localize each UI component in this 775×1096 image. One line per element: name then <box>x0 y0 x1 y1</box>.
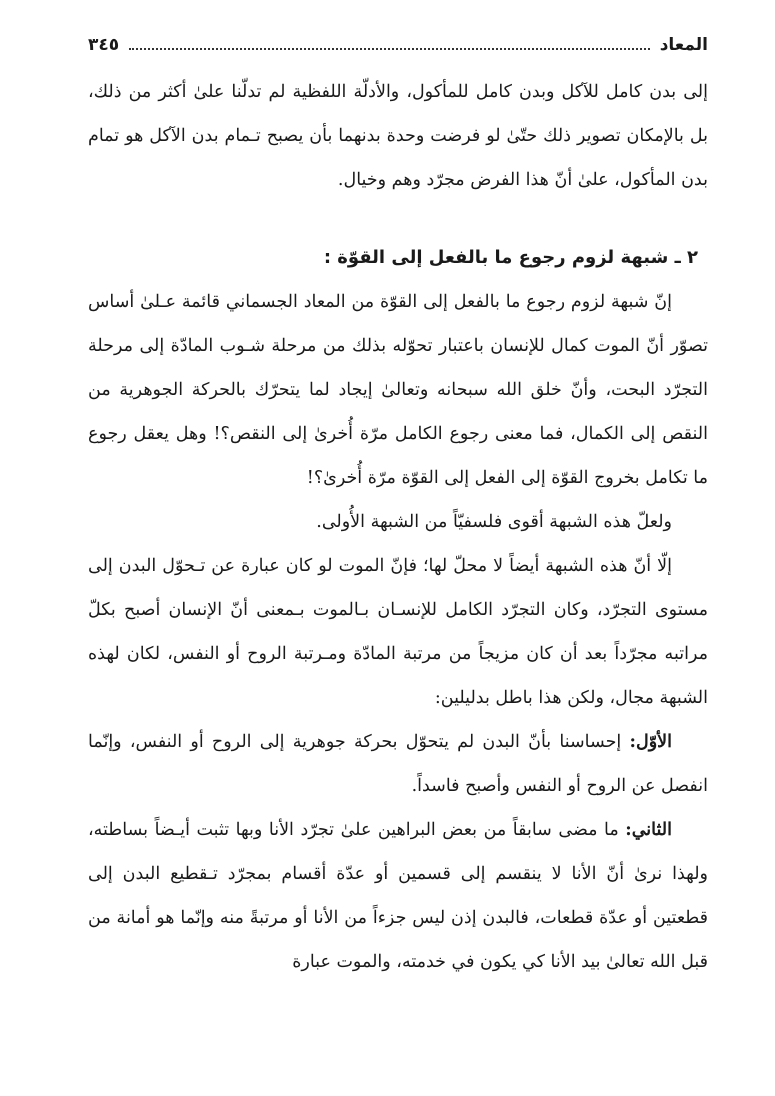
book-page <box>88 28 708 984</box>
paragraph-1: إنّ شبهة لزوم رجوع ما بالفعل إلى القوّة من المعاد الجسماني قائمة عـلىٰ أساس تصوّر أنّ الموت كمال للإنسان باعتبار تحوّله بذلك من مرحلة شـوب المادّة إلى مرحلة التجرّد البحت، وأنّ خلق الله سبحانه وتعالىٰ إيجاد لما يتحرّك بالحركة الجوهرية من النقص إلى الكمال، فما معنى رجوع الكامل مرّة أُخرىٰ إلى النقص؟! وهل يعقل رجوع ما تكامل بخروج القوّة إلى الفعل إلى القوّة مرّة أُخرىٰ؟! <box>88 292 708 488</box>
first-reason-label: الأوّل: <box>629 732 672 752</box>
paragraph-2: ولعلّ هذه الشبهة أقوى فلسفيّاً من الشبهة الأُولى. <box>316 512 672 532</box>
paragraph-3: إلّا أنّ هذه الشبهة أيضاً لا محلّ لها؛ فإنّ الموت لو كان عبارة عن تـحوّل البدن إلى مستوى التجرّد، وكان التجرّد الكامل للإنسـان بـالموت بـمعنى أنّ الإنسان أصبح بكلّ مراتبه مجرّداً بعد أن كان مزيجاً من مرتبة المادّة ومـرتبة الروح أو النفس، لكان لهذه الشبهة مجال، ولكن هذا باطل بدليلين: <box>88 556 708 708</box>
running-header <box>88 28 708 62</box>
intro-paragraph: إلى بدن كامل للآكل وبدن كامل للمأكول، والأدلّة اللفظية لم تدلّنا علىٰ أكثر من ذلك، بل بالإمكان تصوير ذلك حتّىٰ لو فرضت وحدة بدنهما بأن يصبح تـمام بدن الآكل هو تمام بدن المأكول، علىٰ أنّ هذا الفرض مجرّد وهم وخيال. <box>88 82 708 190</box>
section-heading: ٢ ـ شبهة لزوم رجوع ما بالفعل إلى القوّة : <box>323 247 698 268</box>
header-dot-leader <box>129 30 650 50</box>
first-reason-paragraph <box>88 720 708 808</box>
second-reason-text: ما مضى سابقاً من بعض البراهين علىٰ تجرّد الأنا وبها تثبت أيـضاً بساطته، ولهذا نرىٰ أنّ الأنا لا ينقسم إلى قسمين أو عدّة أقسام بمجرّد تـقطيع البدن إلى قطعتين أو عدّة قطعات، فالبدن إذن ليس جزءاً من الأنا أو مرتبةً منه وإنّما هو أمانة من قبل الله تعالىٰ بيد الأنا كي يكون في خدمته، والموت عبارة <box>88 820 708 972</box>
second-reason-label: الثاني: <box>625 820 672 840</box>
header-title: المعاد <box>659 35 708 55</box>
first-reason-text: إحساسنا بأنّ البدن لم يتحوّل بحركة جوهرية إلى الروح أو النفس، وإنّما انفصل عن الروح أو النفس وأصبح فاسداً. <box>88 732 708 796</box>
page-number: ٣٤٥ <box>88 35 120 55</box>
second-reason-paragraph <box>88 808 708 984</box>
